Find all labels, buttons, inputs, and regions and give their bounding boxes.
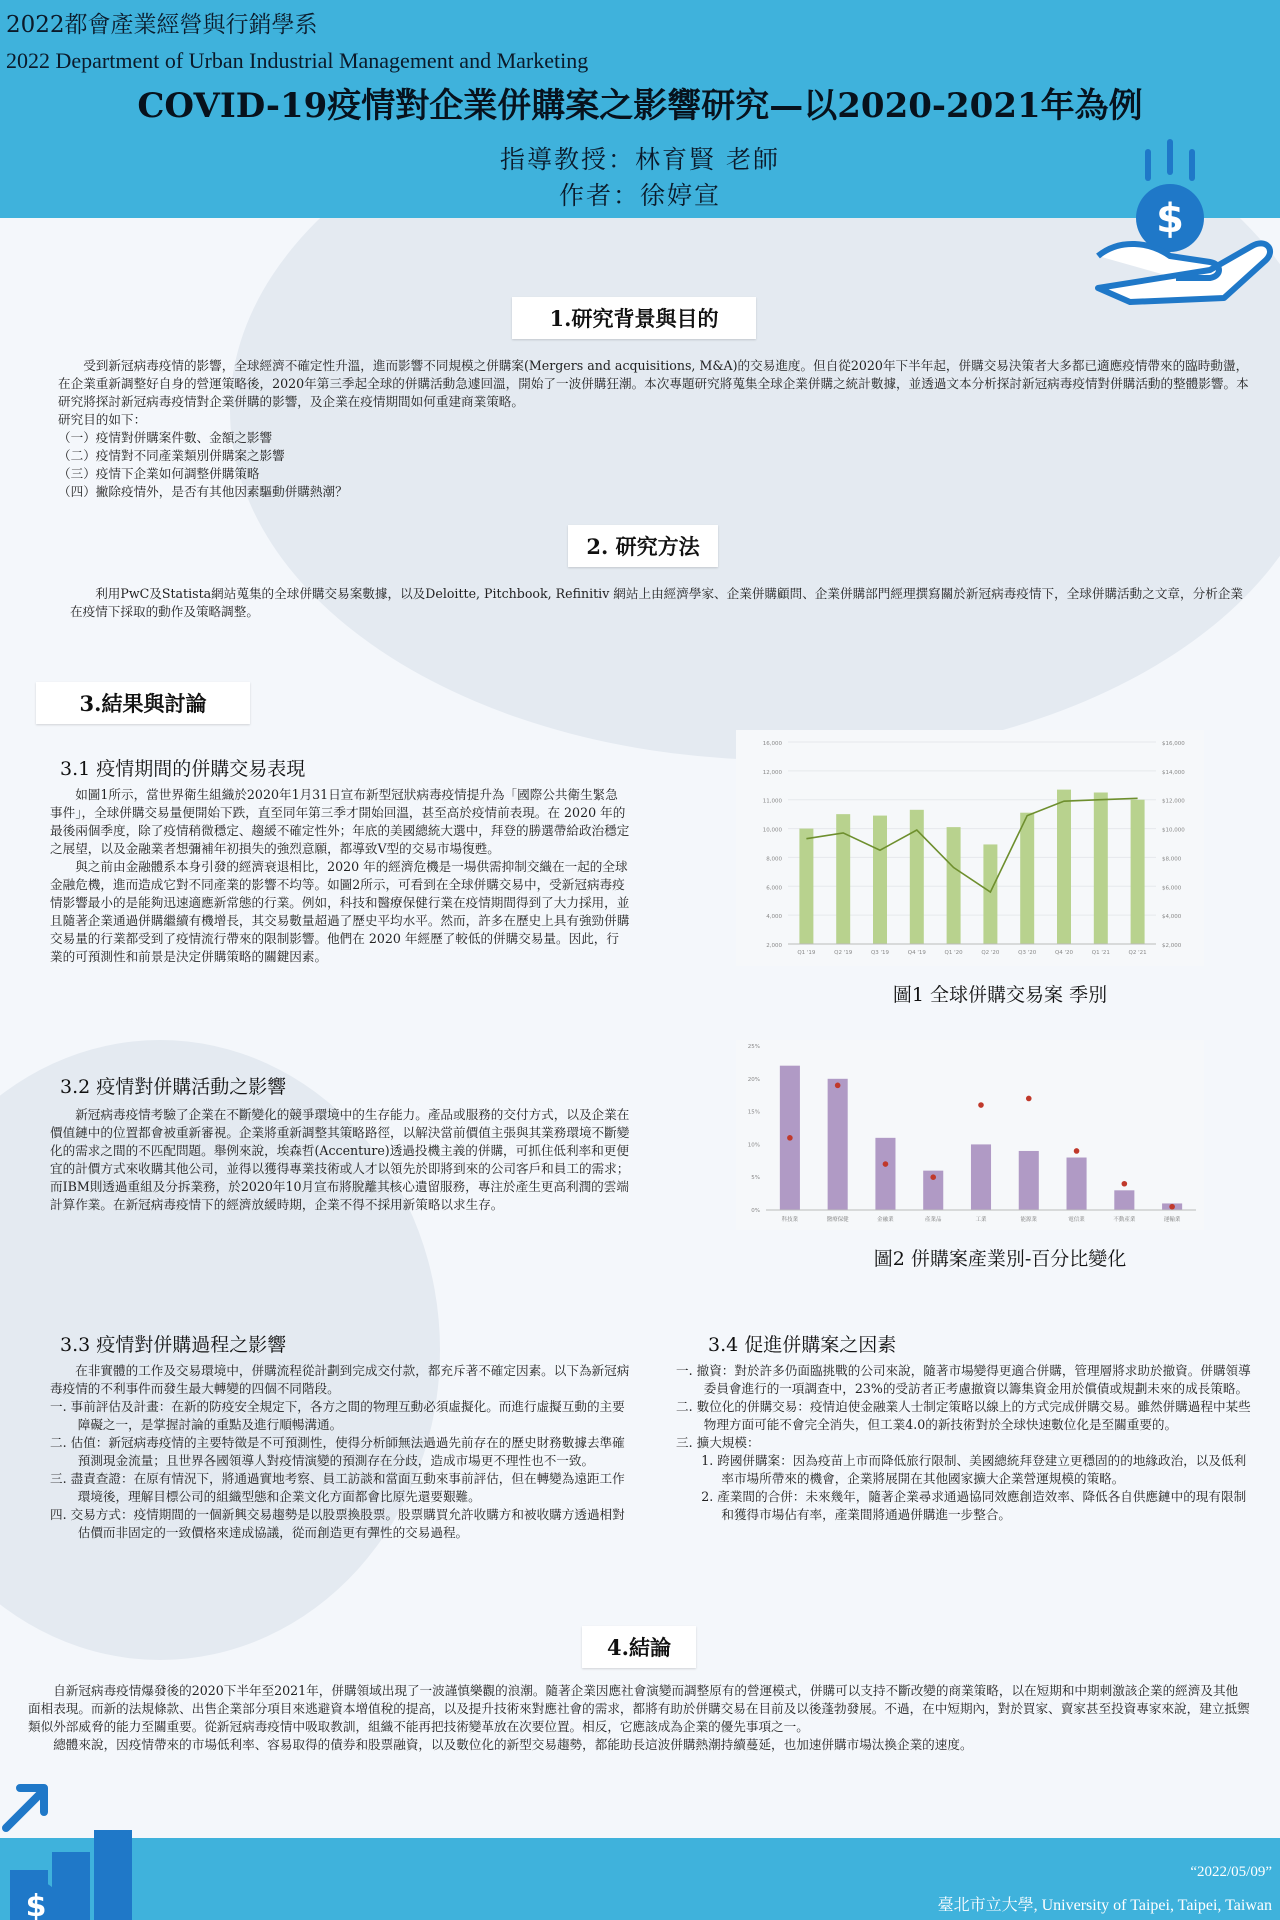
x-tick-label: Q2 '20 bbox=[981, 950, 1000, 956]
y-tick-label-left: 12,000 bbox=[762, 769, 782, 776]
department-zh: 2022都會產業經營與行銷學系 bbox=[6, 12, 318, 38]
section-1-title: 1.研究背景與目的 bbox=[512, 297, 756, 339]
figure-1-chart bbox=[736, 730, 1204, 966]
y-tick-label-right: $12,000 bbox=[1162, 798, 1185, 805]
list-item: 三. 盡責查證：在原有情況下，將通過實地考察、員工訪談和當面互動來事前評估，但在轉變為遠距工作環境後，理解目標公司的組織型態和企業文化方面都會比原先還要艱難。 bbox=[50, 1471, 625, 1504]
bar bbox=[1019, 1151, 1039, 1210]
purpose-label: 研究目的如下： bbox=[58, 412, 147, 427]
footer-university: 臺北市立大學, University of Taipei, Taipei, Taiwan bbox=[937, 1897, 1272, 1914]
section-3-4-title: 3.4 促進併購案之因素 bbox=[708, 1334, 897, 1356]
section-1-body bbox=[58, 357, 1250, 501]
y-tick-label-right: $4,000 bbox=[1162, 914, 1182, 921]
list-item: 2. 產業間的合併：未來幾年，隨著企業尋求通過協同效應創造效率、降低各自供應鏈中的現有限制和獲得市場佔有率，產業間將通過併購進一步整合。 bbox=[701, 1489, 1247, 1522]
series-line bbox=[806, 798, 1137, 892]
svg-text:$: $ bbox=[1156, 196, 1184, 242]
y-tick-label: 15% bbox=[747, 1109, 760, 1116]
bar bbox=[1067, 1158, 1087, 1210]
author: 作者：徐婷宣 bbox=[558, 181, 721, 210]
section-3-3-list bbox=[50, 1398, 630, 1542]
y-tick-label: 5% bbox=[751, 1175, 760, 1182]
section-2-title: 2. 研究方法 bbox=[568, 525, 718, 567]
list-item: 四. 交易方式：疫情期間的一個新興交易趨勢是以股票換股票。股票購買允許收購方和被收購方透過相對估價而非固定的一致價格來達成協議，從而創造更有彈性的交易過程。 bbox=[50, 1507, 625, 1540]
bar bbox=[1057, 790, 1071, 944]
x-tick-label: Q2 '19 bbox=[834, 950, 853, 956]
scatter-point bbox=[1074, 1148, 1080, 1154]
purpose-item-2: （二）疫情對不同產業類別併購案之影響 bbox=[58, 448, 285, 463]
section-3-4-body bbox=[676, 1362, 1256, 1524]
footer-decoration bbox=[0, 1770, 150, 1920]
section-3-3-intro: 在非實體的工作及交易環境中，併購流程從計劃到完成交付款，都充斥著不確定因素。以下為新冠病毒疫情的不利事件而發生最大轉變的四個不同階段。 bbox=[50, 1363, 630, 1396]
list-item: 二. 估值：新冠病毒疫情的主要特徵是不可預測性，使得分析師無法過過先前存在的歷史財務數據去準確預測現金流量；且世界各國領導人對疫情演變的預測存在分歧，造成市場更不理性也不一致。 bbox=[50, 1435, 625, 1468]
scatter-point bbox=[1169, 1204, 1175, 1210]
y-tick-label-left: 8,000 bbox=[766, 856, 782, 863]
section-3-1-paragraph-1: 如圖1所示，當世界衛生組織於2020年1月31日宣布新型冠狀病毒疫情提升為「國際公共衛生緊急事件」，全球併購交易量便開始下跌，直至同年第三季才開始回溫，甚至高於疫情前表現。在 2020 年的最後兩個季度，除了疫情稍微穩定、趨緩不確定性外；年底的美國總統大選中，拜登的勝選帶給政治穩定之展望，以及金融業者想彌補年初損失的強烈意願，都導致V型的交易市場復甦。 bbox=[50, 787, 630, 856]
bar bbox=[875, 1138, 895, 1210]
section-3-4-list bbox=[676, 1362, 1256, 1524]
x-tick-label: Q3 '19 bbox=[870, 950, 890, 956]
y-tick-label-right: $10,000 bbox=[1162, 827, 1185, 834]
section-3-1-body bbox=[50, 786, 630, 966]
figure-2-chart bbox=[736, 1040, 1204, 1230]
section-3-1-paragraph-2: 與之前由金融體系本身引發的經濟衰退相比，2020 年的經濟危機是一場供需抑制交織在一起的全球金融危機，進而造成它對不同產業的影響不均等。如圖2所示，可看到在全球併購交易中，受新冠病毒疫情影響最小的是能夠迅速適應新常態的行業。例如，科技和醫療保健行業在疫情期間得到了大力採用，並且隨著企業通過併購繼續有機增長，其交易數量超過了歷史平均水平。然而，許多在歷史上具有強勁併購交易量的行業都受到了疫情流行帶來的限制影響。他們在 2020 年經歷了較低的併購交易量。因此，行業的可預測性和前景是決定併購策略的關鍵因素。 bbox=[50, 859, 630, 964]
list-item: 一. 事前評估及計畫：在新的防疫安全規定下，各方之間的物理互動必須虛擬化。而進行虛擬互動的主要障礙之一，是掌握討論的重點及進行順暢溝通。 bbox=[50, 1399, 625, 1432]
section-2-body bbox=[70, 585, 1250, 621]
poster-title: COVID-19疫情對企業併購案之影響研究—以2020-2021年為例 bbox=[137, 86, 1143, 126]
scatter-point bbox=[930, 1174, 936, 1180]
x-tick-label: 能源業 bbox=[1020, 1217, 1038, 1223]
list-item: 二. 數位化的併購交易：疫情迫使金融業人士制定策略以線上的方式完成併購交易。雖然併購過程中某些物理方面可能不會完全消失，但工業4.0的新技術對於全球快速數位化是至關重要的。 bbox=[676, 1399, 1251, 1432]
x-tick-label: Q1 '20 bbox=[944, 950, 963, 956]
y-tick-label-left: 2,000 bbox=[766, 943, 782, 949]
figure-1-svg bbox=[736, 730, 1204, 966]
y-tick-label-left: 10,000 bbox=[762, 827, 782, 834]
y-tick-label-right: $16,000 bbox=[1162, 741, 1185, 747]
svg-text:$: $ bbox=[25, 1889, 47, 1920]
x-tick-label: Q1 '21 bbox=[1091, 950, 1110, 956]
section-3-title: 3.結果與討論 bbox=[36, 682, 250, 724]
bar bbox=[1020, 813, 1034, 944]
scatter-point bbox=[787, 1135, 793, 1141]
y-tick-label: 25% bbox=[747, 1044, 760, 1050]
x-tick-label: Q1 '19 bbox=[797, 950, 816, 956]
list-item: 三. 擴大規模： bbox=[676, 1435, 760, 1450]
scatter-point bbox=[835, 1083, 841, 1089]
section-4-paragraph-1: 自新冠病毒疫情爆發後的2020下半年至2021年，併購領域出現了一波謹慎樂觀的浪潮。隨著企業因應社會演變而調整原有的營運模式，併購可以支持不斷改變的商業策略，以在短期和中期刺激該企業的經濟及其他面相表現。而新的法規條款、出售企業部分項目來逃避資本增值稅的提高，以及提升技術來對應社會的需求，都將有助於併購交易在目前及以後蓬勃發展。不過，在中短期內，對於買家、賣家甚至投資專家來說，建立抵禦類似外部威脅的能力至關重要。從新冠病毒疫情中吸取教訓，組織不能再把技術變革放在次要位置。相反，它應該成為企業的優先事項之一。 bbox=[28, 1683, 1250, 1734]
advisor: 指導教授：林育賢 老師 bbox=[500, 145, 780, 174]
y-tick-label: 0% bbox=[751, 1208, 760, 1214]
section-4-body bbox=[28, 1682, 1250, 1754]
dollar-hand-icon bbox=[1090, 138, 1280, 308]
section-4-title: 4.結論 bbox=[582, 1626, 696, 1668]
x-tick-label: Q3 '20 bbox=[1018, 950, 1037, 956]
x-tick-label: 運輸業 bbox=[1163, 1217, 1181, 1223]
figure-2-svg bbox=[736, 1040, 1204, 1230]
section-1-paragraph: 受到新冠病毒疫情的影響，全球經濟不確定性升溫，進而影響不同規模之併購案(Mergers and acquisitions, M&A)的交易進度。但自從2020年下半年起，併購交易決策者大多都已適應疫情帶來的臨時動盪，在企業重新調整好自身的營運策略後，2020年第三季起全球的併購活動急遽回溫，開始了一波併購狂潮。本次專題研究將蒐集全球企業併購之統計數據，並透過文本分析探討新冠病毒疫情對併購活動的整體影響。本研究將探討新冠病毒疫情對企業併購的影響，及企業在疫情期間如何重建商業策略。 bbox=[58, 358, 1249, 409]
y-tick-label-left: 6,000 bbox=[766, 885, 782, 892]
x-tick-label: 金融業 bbox=[877, 1217, 894, 1223]
bar bbox=[947, 827, 961, 944]
bar bbox=[828, 1079, 848, 1210]
y-tick-label: 10% bbox=[747, 1142, 760, 1149]
x-tick-label: Q2 '21 bbox=[1128, 950, 1147, 956]
section-3-2-title: 3.2 疫情對併購活動之影響 bbox=[60, 1076, 287, 1098]
y-tick-label-left: 11,000 bbox=[762, 798, 782, 805]
x-tick-label: 工業 bbox=[975, 1217, 987, 1223]
purpose-item-1: （一）疫情對併購案件數、金額之影響 bbox=[58, 430, 273, 445]
x-tick-label: 電信業 bbox=[1068, 1217, 1085, 1223]
x-tick-label: Q4 '20 bbox=[1054, 950, 1074, 956]
list-item: 一. 撤資：對於許多仍面臨挑戰的公司來說，隨著市場變得更適合併購，管理層將求助於撤資。併購領導委員會進行的一項調查中，23%的受訪者正考慮撤資以籌集資金用於償債或規劃未來的成長策略。 bbox=[676, 1363, 1251, 1396]
growth-arrow-icon bbox=[6, 1788, 44, 1828]
footer-date: “2022/05/09” bbox=[1190, 1864, 1272, 1880]
scatter-point bbox=[978, 1102, 984, 1108]
figure-2-caption: 圖2 併購案產業別-百分比變化 bbox=[873, 1248, 1127, 1270]
y-tick-label-right: $6,000 bbox=[1162, 885, 1182, 892]
bar bbox=[1114, 1190, 1134, 1210]
list-item: 1. 跨國併購案：因為疫苗上市而降低旅行限制、美國總統拜登建立更穩固的的地緣政治，以及低利率市場所帶來的機會，企業將展開在其他國家擴大企業營運規模的策略。 bbox=[701, 1453, 1247, 1486]
section-3-2-body bbox=[50, 1106, 630, 1214]
dollar-coin-icon bbox=[1136, 142, 1204, 252]
scatter-point bbox=[883, 1161, 889, 1167]
section-3-1-title: 3.1 疫情期間的併購交易表現 bbox=[60, 758, 306, 780]
department-en: 2022 Department of Urban Industrial Management and Marketing bbox=[6, 48, 589, 73]
bar bbox=[971, 1144, 991, 1210]
hand-icon bbox=[1098, 243, 1270, 302]
purpose-item-4: （四）撇除疫情外，是否有其他因素驅動併購熱潮？ bbox=[58, 484, 348, 499]
section-3-3-title: 3.3 疫情對併購過程之影響 bbox=[60, 1334, 287, 1356]
bar bbox=[799, 829, 813, 944]
bar bbox=[1131, 800, 1145, 944]
section-3-2-paragraph: 新冠病毒疫情考驗了企業在不斷變化的競爭環境中的生存能力。產品或服務的交付方式，以及企業在價值鏈中的位置都會被重新審視。企業將重新調整其策略路徑，以解決當前價值主張與其業務環境不斷變化的需求之間的不匹配問題。舉例來說，埃森哲(Accenture)透過投機主義的併購，可抓住低利率和更便宜的計價方式來收購其他公司，並得以獲得專業技術或人才以領先於即將到來的公司客戶和員工的需求；而IBM則透過重組及分拆業務，於2020年10月宣布將脫離其核心遺留服務，專注於產生更高利潤的雲端計算作業。在新冠病毒疫情下的經濟放緩時期，企業不得不採用新策略以求生存。 bbox=[50, 1107, 630, 1212]
y-tick-label-left: 16,000 bbox=[762, 741, 782, 747]
section-4-paragraph-2: 總體來說，因疫情帶來的市場低利率、容易取得的債券和股票融資，以及數位化的新型交易趨勢，都能助長這波併購熱潮持續蔓延，也加速併購市場汰換企業的速度。 bbox=[53, 1737, 973, 1752]
y-tick-label-right: $2,000 bbox=[1162, 943, 1182, 949]
scatter-point bbox=[1026, 1096, 1032, 1102]
x-tick-label: Q4 '19 bbox=[907, 950, 926, 956]
figure-1-caption: 圖1 全球併購交易案 季別 bbox=[892, 984, 1108, 1006]
section-3-3-body bbox=[50, 1362, 630, 1542]
purpose-item-3: （三）疫情下企業如何調整併購策略 bbox=[58, 466, 260, 481]
bar bbox=[983, 844, 997, 944]
x-tick-label: 產業品 bbox=[924, 1217, 942, 1223]
y-tick-label-right: $8,000 bbox=[1162, 856, 1182, 863]
x-tick-label: 醫療保健 bbox=[826, 1217, 849, 1223]
y-tick-label-left: 4,000 bbox=[766, 914, 782, 921]
bar bbox=[873, 816, 887, 944]
scatter-point bbox=[1122, 1181, 1128, 1187]
y-tick-label: 20% bbox=[747, 1076, 760, 1083]
x-tick-label: 科技業 bbox=[781, 1217, 799, 1223]
x-tick-label: 不動產業 bbox=[1113, 1217, 1136, 1223]
section-2-paragraph: 利用PwC及Statista網站蒐集的全球併購交易案數據，以及Deloitte, Pitchbook, Refinitiv 網站上由經濟學家、企業併購顧問、企業併購部門經理撰寫關於新冠病毒疫情下，全球併購活動之文章，分析企業在疫情下採取的動作及策略調整。 bbox=[70, 586, 1243, 619]
bar bbox=[1094, 793, 1108, 945]
y-tick-label-right: $14,000 bbox=[1162, 769, 1185, 776]
